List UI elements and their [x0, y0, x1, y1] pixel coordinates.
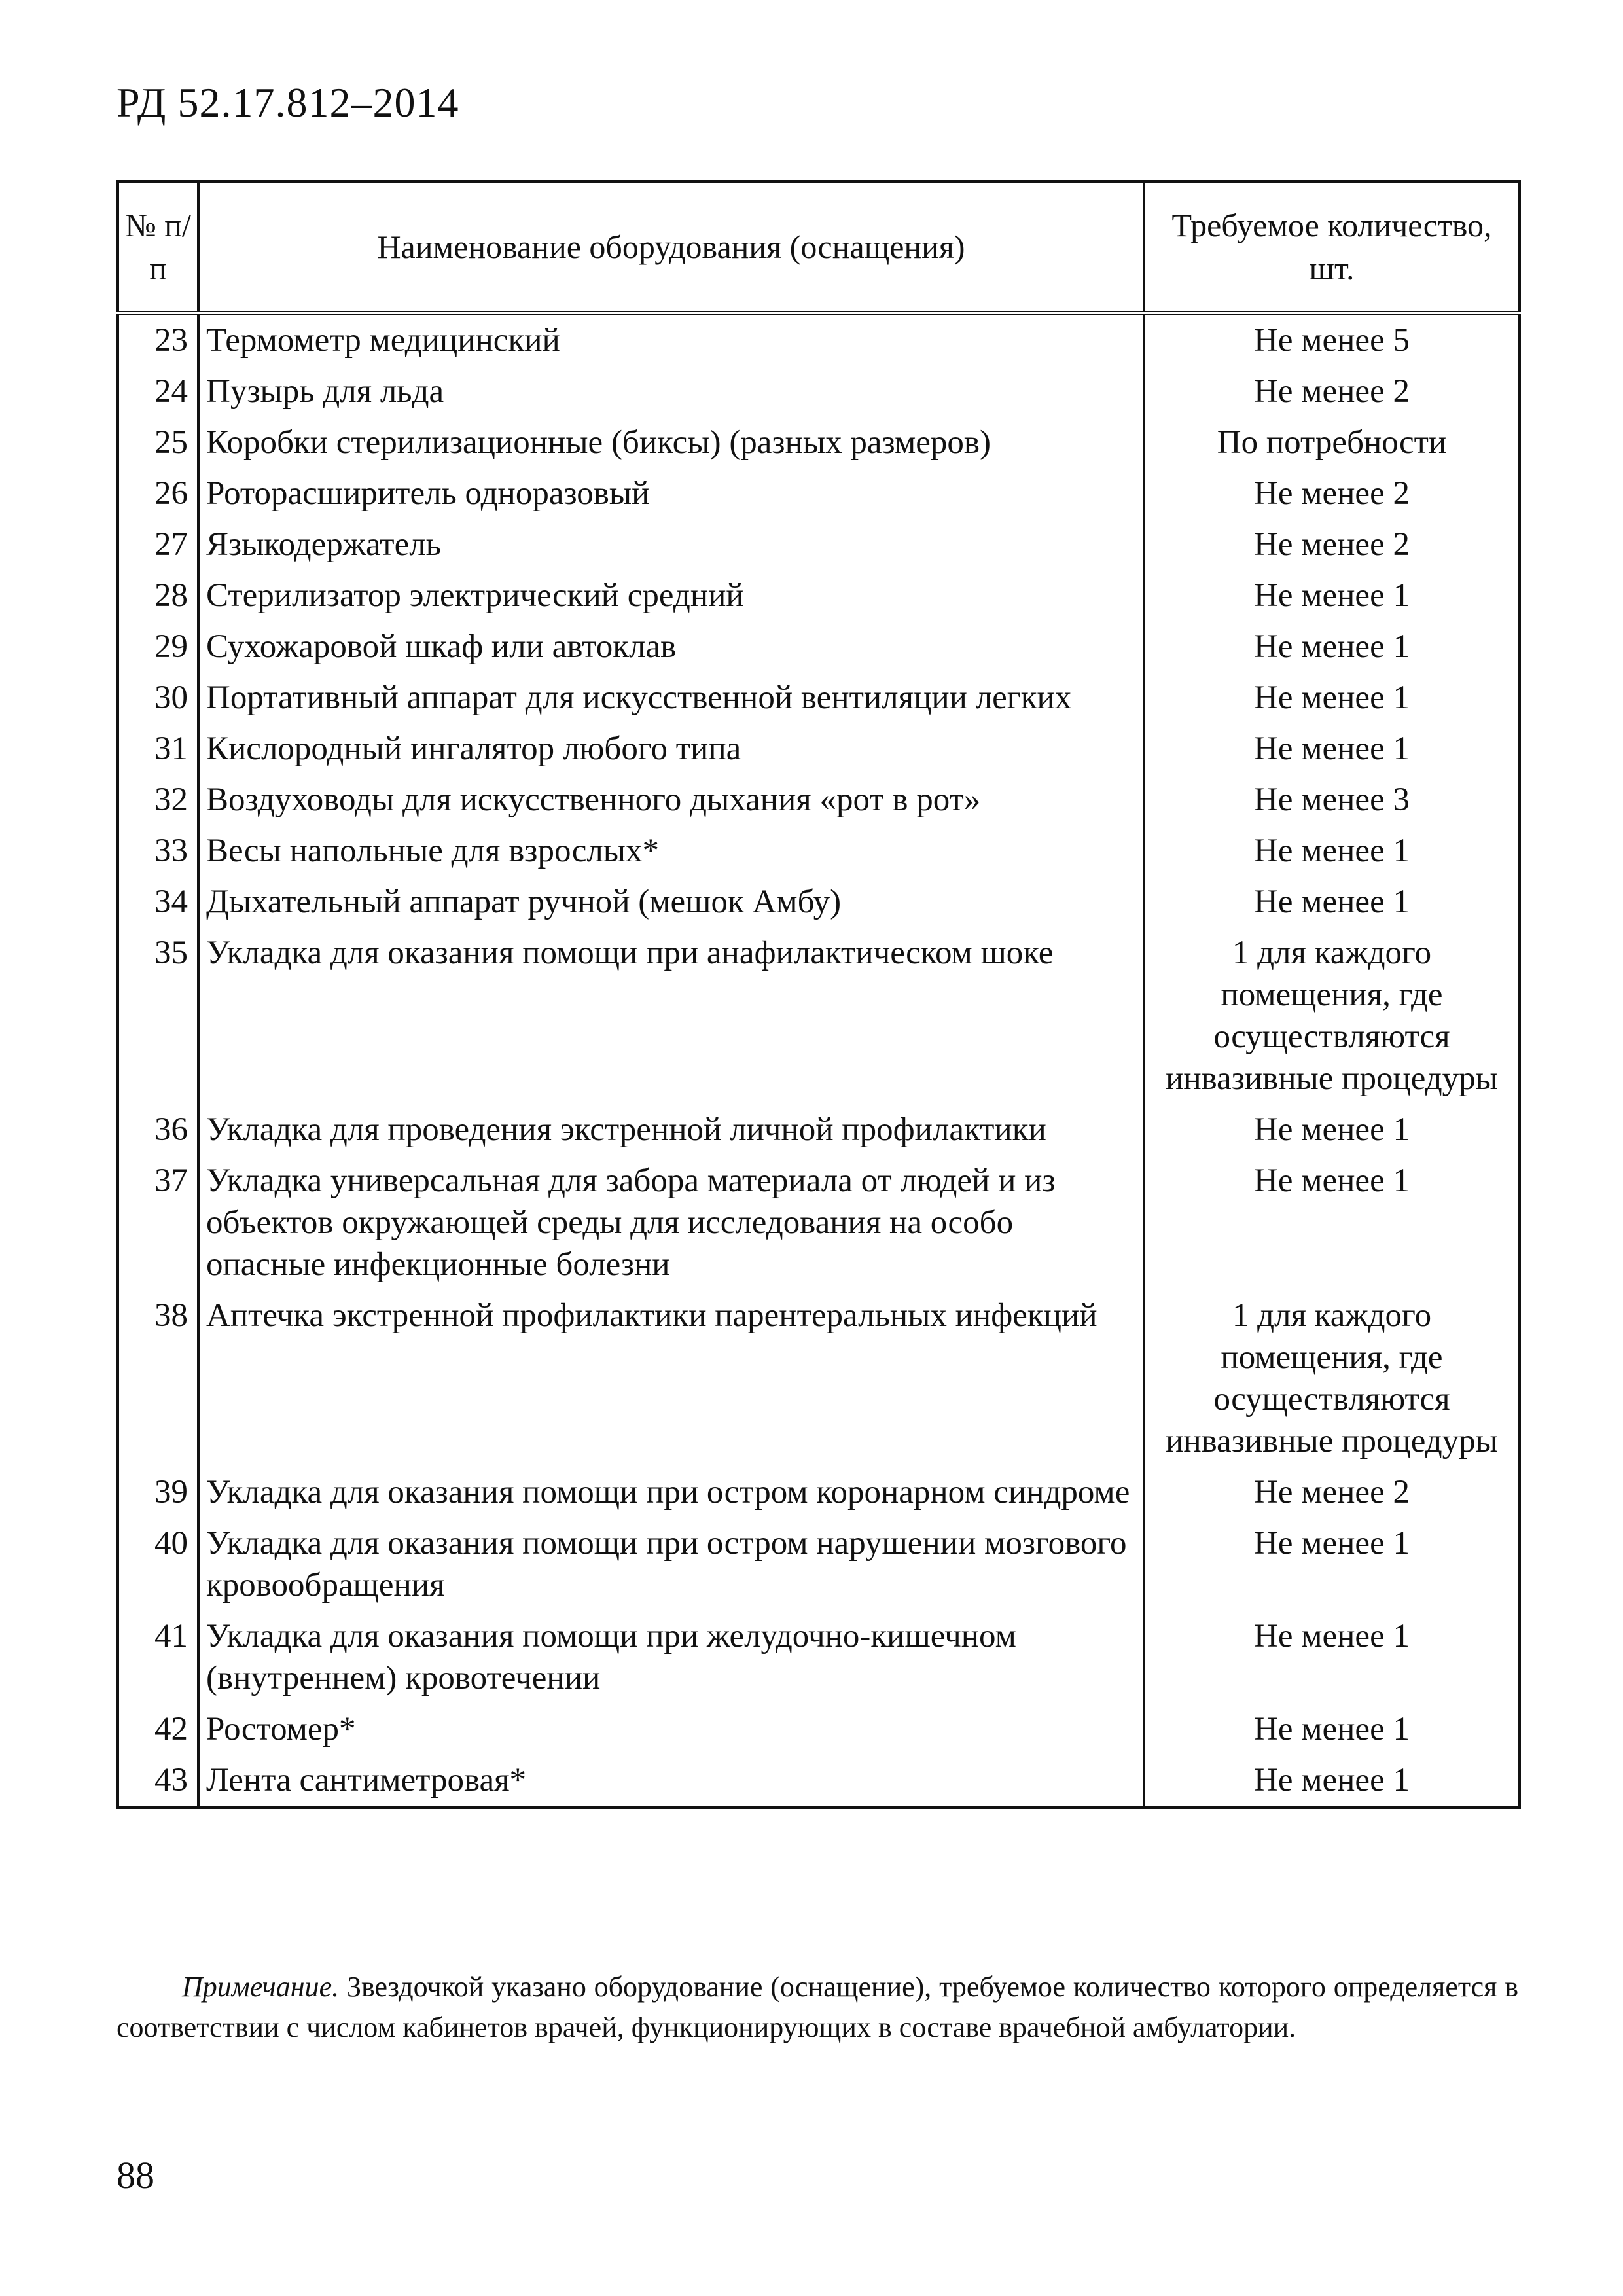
row-number: 38	[118, 1291, 198, 1467]
row-equipment-name: Дыхательный аппарат ручной (мешок Амбу)	[198, 877, 1144, 928]
table-row	[118, 418, 1520, 469]
document-code: РД 52.17.812–2014	[116, 79, 459, 126]
row-number: 37	[118, 1156, 198, 1291]
table-row	[118, 1518, 1520, 1611]
row-required-quantity: Не менее 1	[1144, 1156, 1520, 1291]
table-row	[118, 877, 1520, 928]
equipment-table-container	[116, 180, 1518, 1809]
table-row	[118, 1755, 1520, 1808]
header-num: № п/п	[118, 181, 198, 314]
row-number: 35	[118, 928, 198, 1105]
row-equipment-name: Лента сантиметровая*	[198, 1755, 1144, 1808]
header-name: Наименование оборудования (оснащения)	[198, 181, 1144, 314]
row-required-quantity: Не менее 1	[1144, 622, 1520, 673]
table-row	[118, 1467, 1520, 1518]
row-equipment-name: Языкодержатель	[198, 520, 1144, 571]
row-required-quantity: Не менее 1	[1144, 877, 1520, 928]
row-required-quantity: 1 для каждого помещения, где осуществляются инвазивные процедуры	[1144, 1291, 1520, 1467]
row-equipment-name: Весы напольные для взрослых*	[198, 826, 1144, 877]
table-row	[118, 571, 1520, 622]
row-required-quantity: Не менее 1	[1144, 571, 1520, 622]
table-row	[118, 826, 1520, 877]
row-equipment-name: Ростомер*	[198, 1704, 1144, 1755]
equipment-table	[116, 180, 1521, 1809]
table-row	[118, 673, 1520, 724]
row-required-quantity: Не менее 2	[1144, 367, 1520, 418]
table-row	[118, 622, 1520, 673]
row-number: 36	[118, 1105, 198, 1156]
row-required-quantity: Не менее 1	[1144, 1105, 1520, 1156]
footnote-label: Примечание.	[182, 1971, 340, 2003]
row-number: 32	[118, 775, 198, 826]
row-number: 39	[118, 1467, 198, 1518]
footnote-text: Звездочкой указано оборудование (оснащение), требуемое количество которого определяется в соответствии с числом кабинетов врачей, функционирующих в составе врачебной амбулатории.	[116, 1971, 1519, 2043]
row-number: 25	[118, 418, 198, 469]
row-equipment-name: Сухожаровой шкаф или автоклав	[198, 622, 1144, 673]
footnote	[116, 1967, 1518, 2048]
table-row	[118, 1105, 1520, 1156]
row-equipment-name: Укладка для оказания помощи при анафилактическом шоке	[198, 928, 1144, 1105]
row-required-quantity: Не менее 2	[1144, 1467, 1520, 1518]
row-number: 42	[118, 1704, 198, 1755]
row-required-quantity: Не менее 1	[1144, 1755, 1520, 1808]
row-required-quantity: Не менее 1	[1144, 724, 1520, 775]
row-required-quantity: Не менее 1	[1144, 1704, 1520, 1755]
table-row	[118, 520, 1520, 571]
row-required-quantity: Не менее 2	[1144, 469, 1520, 520]
table-row	[118, 1291, 1520, 1467]
row-required-quantity: По потребности	[1144, 418, 1520, 469]
table-row	[118, 1156, 1520, 1291]
table-row	[118, 469, 1520, 520]
row-equipment-name: Пузырь для льда	[198, 367, 1144, 418]
row-number: 41	[118, 1611, 198, 1704]
row-required-quantity: 1 для каждого помещения, где осуществляются инвазивные процедуры	[1144, 928, 1520, 1105]
table-row	[118, 367, 1520, 418]
row-required-quantity: Не менее 1	[1144, 673, 1520, 724]
row-equipment-name: Коробки стерилизационные (биксы) (разных размеров)	[198, 418, 1144, 469]
row-equipment-name: Роторасширитель одноразовый	[198, 469, 1144, 520]
row-number: 29	[118, 622, 198, 673]
table-row	[118, 1611, 1520, 1704]
row-number: 28	[118, 571, 198, 622]
table-row	[118, 928, 1520, 1105]
row-equipment-name: Укладка универсальная для забора материала от людей и из объектов окружающей среды для исследования на особо опасные инфекционные болезни	[198, 1156, 1144, 1291]
row-number: 30	[118, 673, 198, 724]
table-body	[118, 314, 1520, 1808]
row-required-quantity: Не менее 5	[1144, 314, 1520, 367]
row-number: 33	[118, 826, 198, 877]
table-row	[118, 314, 1520, 367]
row-equipment-name: Портативный аппарат для искусственной вентиляции легких	[198, 673, 1144, 724]
table-row	[118, 724, 1520, 775]
table-row	[118, 1704, 1520, 1755]
table-header-row	[118, 181, 1520, 314]
row-number: 26	[118, 469, 198, 520]
table-row	[118, 775, 1520, 826]
row-equipment-name: Укладка для оказания помощи при остром нарушении мозгового кровообращения	[198, 1518, 1144, 1611]
row-number: 43	[118, 1755, 198, 1808]
row-equipment-name: Воздуховоды для искусственного дыхания «рот в рот»	[198, 775, 1144, 826]
row-equipment-name: Кислородный ингалятор любого типа	[198, 724, 1144, 775]
row-equipment-name: Укладка для оказания помощи при желудочно-кишечном (внутреннем) кровотечении	[198, 1611, 1144, 1704]
row-required-quantity: Не менее 1	[1144, 1611, 1520, 1704]
row-equipment-name: Укладка для проведения экстренной личной профилактики	[198, 1105, 1144, 1156]
row-required-quantity: Не менее 3	[1144, 775, 1520, 826]
header-qty: Требуемое количество, шт.	[1144, 181, 1520, 314]
row-required-quantity: Не менее 1	[1144, 826, 1520, 877]
page-number: 88	[116, 2154, 154, 2197]
row-number: 34	[118, 877, 198, 928]
row-number: 31	[118, 724, 198, 775]
row-equipment-name: Аптечка экстренной профилактики парентеральных инфекций	[198, 1291, 1144, 1467]
row-number: 40	[118, 1518, 198, 1611]
row-equipment-name: Стерилизатор электрический средний	[198, 571, 1144, 622]
row-number: 24	[118, 367, 198, 418]
row-required-quantity: Не менее 2	[1144, 520, 1520, 571]
row-number: 23	[118, 314, 198, 367]
row-number: 27	[118, 520, 198, 571]
row-required-quantity: Не менее 1	[1144, 1518, 1520, 1611]
row-equipment-name: Укладка для оказания помощи при остром коронарном синдроме	[198, 1467, 1144, 1518]
row-equipment-name: Термометр медицинский	[198, 314, 1144, 367]
